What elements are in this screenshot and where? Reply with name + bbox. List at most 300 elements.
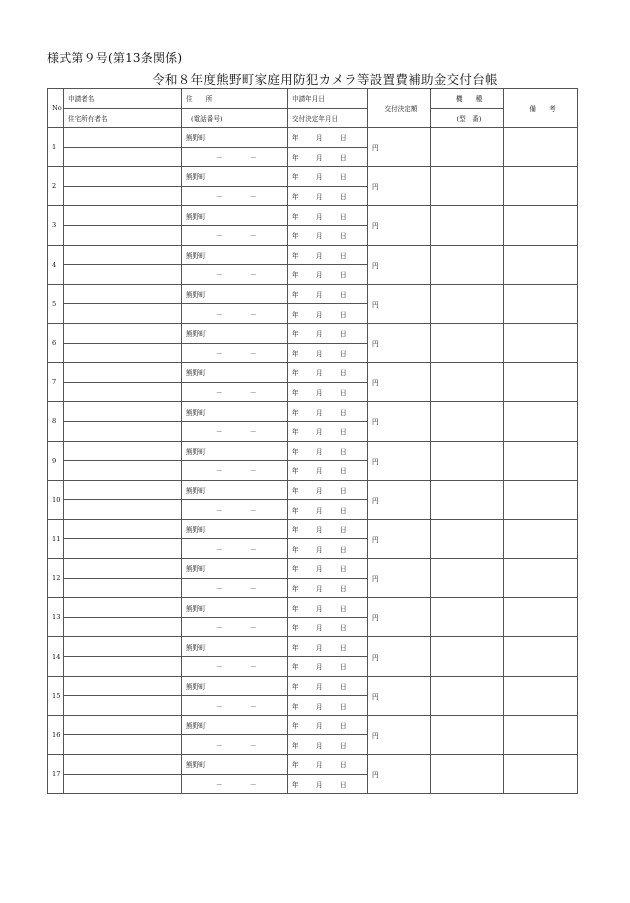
remarks-cell[interactable] (504, 559, 578, 598)
owner-name-cell[interactable] (64, 382, 182, 402)
row-number: 7 (48, 363, 64, 402)
apply-date-cell[interactable] (288, 206, 368, 226)
phone-dash: － (216, 506, 223, 515)
yen-label: 円 (372, 731, 379, 740)
day-label: 日 (340, 447, 347, 456)
model-cell[interactable] (431, 284, 504, 323)
remarks-cell[interactable] (504, 245, 578, 284)
year-label: 年 (292, 134, 299, 143)
day-label: 日 (340, 486, 347, 495)
month-label: 月 (316, 408, 323, 417)
model-cell[interactable] (431, 128, 504, 167)
grant-amount-cell[interactable] (368, 245, 431, 284)
address-cell[interactable] (182, 441, 288, 461)
phone-cell[interactable] (182, 147, 288, 167)
phone-dash: － (216, 428, 223, 437)
year-label: 年 (292, 604, 299, 613)
town-name: 熊野町 (186, 330, 206, 339)
phone-dash: － (216, 663, 223, 672)
remarks-cell[interactable] (504, 637, 578, 676)
phone-dash: － (216, 467, 223, 476)
phone-dash: － (250, 624, 257, 633)
applicant-name-cell[interactable] (64, 402, 182, 422)
grant-amount-cell[interactable] (368, 402, 431, 441)
apply-date-cell[interactable] (288, 598, 368, 618)
day-label: 日 (340, 369, 347, 378)
row-number: 15 (48, 676, 64, 715)
day-label: 日 (340, 545, 347, 554)
phone-dash: － (250, 780, 257, 789)
phone-dash: － (216, 193, 223, 202)
owner-name-cell[interactable] (64, 225, 182, 245)
row-number: 14 (48, 637, 64, 676)
town-name: 熊野町 (186, 682, 206, 691)
address-cell[interactable] (182, 519, 288, 539)
grant-amount-cell[interactable] (368, 480, 431, 519)
phone-cell[interactable] (182, 735, 288, 755)
grant-date-cell[interactable] (288, 304, 368, 324)
grant-amount-cell[interactable] (368, 637, 431, 676)
month-label: 月 (316, 153, 323, 162)
grant-amount-cell[interactable] (368, 167, 431, 206)
grant-amount-cell[interactable] (368, 323, 431, 362)
applicant-name-cell[interactable] (64, 323, 182, 343)
applicant-name-cell[interactable] (64, 559, 182, 579)
owner-name-cell[interactable] (64, 657, 182, 677)
day-label: 日 (340, 349, 347, 358)
day-label: 日 (340, 428, 347, 437)
header-grant-date: 交付決定年月日 (288, 108, 368, 128)
header-model: 機 種 (431, 89, 504, 109)
address-cell[interactable] (182, 402, 288, 422)
yen-label: 円 (372, 575, 379, 584)
grant-amount-cell[interactable] (368, 128, 431, 167)
model-cell[interactable] (431, 167, 504, 206)
day-label: 日 (340, 310, 347, 319)
phone-dash: － (250, 193, 257, 202)
header-apply-date: 申請年月日 (288, 89, 368, 109)
yen-label: 円 (372, 496, 379, 505)
month-label: 月 (316, 624, 323, 633)
month-label: 月 (316, 349, 323, 358)
applicant-name-cell[interactable] (64, 598, 182, 618)
day-label: 日 (340, 643, 347, 652)
grant-amount-cell[interactable] (368, 363, 431, 402)
apply-date-cell[interactable] (288, 402, 368, 422)
address-cell[interactable] (182, 676, 288, 696)
year-label: 年 (292, 467, 299, 476)
applicant-name-cell[interactable] (64, 363, 182, 383)
year-label: 年 (292, 428, 299, 437)
ledger-row (48, 323, 578, 343)
phone-cell[interactable] (182, 461, 288, 481)
month-label: 月 (316, 232, 323, 241)
model-cell[interactable] (431, 480, 504, 519)
year-label: 年 (292, 310, 299, 319)
apply-date-cell[interactable] (288, 480, 368, 500)
phone-cell[interactable] (182, 500, 288, 520)
remarks-cell[interactable] (504, 715, 578, 754)
yen-label: 円 (372, 340, 379, 349)
owner-name-cell[interactable] (64, 696, 182, 716)
model-cell[interactable] (431, 715, 504, 754)
town-name: 熊野町 (186, 486, 206, 495)
year-label: 年 (292, 741, 299, 750)
address-cell[interactable] (182, 559, 288, 579)
year-label: 年 (292, 193, 299, 202)
month-label: 月 (316, 526, 323, 535)
year-label: 年 (292, 526, 299, 535)
day-label: 日 (340, 741, 347, 750)
owner-name-cell[interactable] (64, 461, 182, 481)
town-name: 熊野町 (186, 604, 206, 613)
town-name: 熊野町 (186, 643, 206, 652)
owner-name-cell[interactable] (64, 539, 182, 559)
day-label: 日 (340, 506, 347, 515)
remarks-cell[interactable] (504, 206, 578, 245)
year-label: 年 (292, 682, 299, 691)
month-label: 月 (316, 134, 323, 143)
day-label: 日 (340, 624, 347, 633)
remarks-cell[interactable] (504, 519, 578, 558)
phone-dash: － (250, 232, 257, 241)
year-label: 年 (292, 389, 299, 398)
month-label: 月 (316, 584, 323, 593)
month-label: 月 (316, 212, 323, 221)
remarks-cell[interactable] (504, 167, 578, 206)
ledger-row (48, 637, 578, 657)
grant-amount-cell[interactable] (368, 598, 431, 637)
ledger-row (48, 245, 578, 265)
grant-amount-cell[interactable] (368, 284, 431, 323)
ledger-row (48, 206, 578, 226)
phone-cell[interactable] (182, 696, 288, 716)
remarks-cell[interactable] (504, 402, 578, 441)
yen-label: 円 (372, 418, 379, 427)
month-label: 月 (316, 663, 323, 672)
grant-amount-cell[interactable] (368, 676, 431, 715)
town-name: 熊野町 (186, 291, 206, 300)
row-number: 8 (48, 402, 64, 441)
month-label: 月 (316, 428, 323, 437)
year-label: 年 (292, 722, 299, 731)
yen-label: 円 (372, 653, 379, 662)
remarks-cell[interactable] (504, 755, 578, 794)
address-cell[interactable] (182, 323, 288, 343)
apply-date-cell[interactable] (288, 245, 368, 265)
owner-name-cell[interactable] (64, 578, 182, 598)
day-label: 日 (340, 330, 347, 339)
month-label: 月 (316, 369, 323, 378)
phone-cell[interactable] (182, 225, 288, 245)
day-label: 日 (340, 467, 347, 476)
grant-date-cell[interactable] (288, 735, 368, 755)
header-owner: 住宅所有者名 (64, 108, 182, 128)
phone-dash: － (250, 271, 257, 280)
phone-cell[interactable] (182, 539, 288, 559)
model-cell[interactable] (431, 598, 504, 637)
day-label: 日 (340, 761, 347, 770)
applicant-name-cell[interactable] (64, 167, 182, 187)
year-label: 年 (292, 271, 299, 280)
model-cell[interactable] (431, 363, 504, 402)
year-label: 年 (292, 545, 299, 554)
yen-label: 円 (372, 261, 379, 270)
yen-label: 円 (372, 183, 379, 192)
remarks-cell[interactable] (504, 128, 578, 167)
address-cell[interactable] (182, 715, 288, 735)
apply-date-cell[interactable] (288, 519, 368, 539)
yen-label: 円 (372, 535, 379, 544)
row-number: 4 (48, 245, 64, 284)
applicant-name-cell[interactable] (64, 284, 182, 304)
year-label: 年 (292, 643, 299, 652)
year-label: 年 (292, 663, 299, 672)
address-cell[interactable] (182, 284, 288, 304)
apply-date-cell[interactable] (288, 441, 368, 461)
year-label: 年 (292, 408, 299, 417)
ledger-row (48, 755, 578, 775)
applicant-name-cell[interactable] (64, 637, 182, 657)
grant-date-cell[interactable] (288, 617, 368, 637)
day-label: 日 (340, 780, 347, 789)
remarks-cell[interactable] (504, 363, 578, 402)
phone-dash: － (250, 663, 257, 672)
yen-label: 円 (372, 222, 379, 231)
year-label: 年 (292, 447, 299, 456)
grant-amount-cell[interactable] (368, 441, 431, 480)
yen-label: 円 (372, 457, 379, 466)
month-label: 月 (316, 780, 323, 789)
apply-date-cell[interactable] (288, 323, 368, 343)
address-cell[interactable] (182, 637, 288, 657)
phone-dash: － (216, 232, 223, 241)
address-cell[interactable] (182, 480, 288, 500)
owner-name-cell[interactable] (64, 421, 182, 441)
model-cell[interactable] (431, 755, 504, 794)
month-label: 月 (316, 565, 323, 574)
header-no: No (48, 89, 64, 128)
year-label: 年 (292, 291, 299, 300)
apply-date-cell[interactable] (288, 755, 368, 775)
applicant-name-cell[interactable] (64, 480, 182, 500)
phone-dash: － (216, 780, 223, 789)
model-cell[interactable] (431, 676, 504, 715)
remarks-cell[interactable] (504, 441, 578, 480)
grant-date-cell[interactable] (288, 421, 368, 441)
form-label: 様式第９号(第13条関係) (47, 51, 183, 65)
owner-name-cell[interactable] (64, 735, 182, 755)
grant-date-cell[interactable] (288, 657, 368, 677)
header-grant-amount: 交付決定額 (368, 89, 431, 128)
year-label: 年 (292, 212, 299, 221)
month-label: 月 (316, 702, 323, 711)
grant-ledger-table (47, 88, 578, 794)
grant-amount-cell[interactable] (368, 755, 431, 794)
ledger-row (48, 676, 578, 696)
yen-label: 円 (372, 614, 379, 623)
phone-cell[interactable] (182, 265, 288, 285)
year-label: 年 (292, 780, 299, 789)
apply-date-cell[interactable] (288, 715, 368, 735)
applicant-name-cell[interactable] (64, 755, 182, 775)
apply-date-cell[interactable] (288, 284, 368, 304)
grant-amount-cell[interactable] (368, 206, 431, 245)
header-phone: (電話番号) (182, 108, 288, 128)
grant-date-cell[interactable] (288, 343, 368, 363)
yen-label: 円 (372, 379, 379, 388)
applicant-name-cell[interactable] (64, 441, 182, 461)
owner-name-cell[interactable] (64, 343, 182, 363)
owner-name-cell[interactable] (64, 774, 182, 794)
grant-date-cell[interactable] (288, 225, 368, 245)
applicant-name-cell[interactable] (64, 676, 182, 696)
address-cell[interactable] (182, 206, 288, 226)
month-label: 月 (316, 682, 323, 691)
month-label: 月 (316, 271, 323, 280)
year-label: 年 (292, 330, 299, 339)
year-label: 年 (292, 369, 299, 378)
applicant-name-cell[interactable] (64, 245, 182, 265)
phone-cell[interactable] (182, 774, 288, 794)
apply-date-cell[interactable] (288, 637, 368, 657)
model-cell[interactable] (431, 441, 504, 480)
model-cell[interactable] (431, 519, 504, 558)
phone-cell[interactable] (182, 343, 288, 363)
grant-amount-cell[interactable] (368, 559, 431, 598)
ledger-row (48, 441, 578, 461)
town-name: 熊野町 (186, 134, 206, 143)
year-label: 年 (292, 584, 299, 593)
owner-name-cell[interactable] (64, 304, 182, 324)
owner-name-cell[interactable] (64, 500, 182, 520)
address-cell[interactable] (182, 245, 288, 265)
day-label: 日 (340, 251, 347, 260)
month-label: 月 (316, 506, 323, 515)
grant-date-cell[interactable] (288, 382, 368, 402)
grant-date-cell[interactable] (288, 774, 368, 794)
apply-date-cell[interactable] (288, 363, 368, 383)
month-label: 月 (316, 389, 323, 398)
day-label: 日 (340, 212, 347, 221)
phone-dash: － (250, 584, 257, 593)
applicant-name-cell[interactable] (64, 519, 182, 539)
grant-date-cell[interactable] (288, 461, 368, 481)
apply-date-cell[interactable] (288, 676, 368, 696)
month-label: 月 (316, 741, 323, 750)
row-number: 17 (48, 755, 64, 794)
remarks-cell[interactable] (504, 598, 578, 637)
model-cell[interactable] (431, 206, 504, 245)
year-label: 年 (292, 761, 299, 770)
grant-date-cell[interactable] (288, 539, 368, 559)
grant-date-cell[interactable] (288, 578, 368, 598)
day-label: 日 (340, 584, 347, 593)
ledger-row (48, 402, 578, 422)
owner-name-cell[interactable] (64, 265, 182, 285)
month-label: 月 (316, 722, 323, 731)
owner-name-cell[interactable] (64, 147, 182, 167)
ledger-row (48, 128, 578, 148)
row-number: 12 (48, 559, 64, 598)
phone-cell[interactable] (182, 421, 288, 441)
applicant-name-cell[interactable] (64, 715, 182, 735)
month-label: 月 (316, 447, 323, 456)
yen-label: 円 (372, 144, 379, 153)
day-label: 日 (340, 565, 347, 574)
grant-amount-cell[interactable] (368, 519, 431, 558)
remarks-cell[interactable] (504, 323, 578, 362)
phone-cell[interactable] (182, 578, 288, 598)
address-cell[interactable] (182, 167, 288, 187)
grant-date-cell[interactable] (288, 696, 368, 716)
header-address: 住 所 (182, 89, 288, 109)
remarks-cell[interactable] (504, 284, 578, 323)
header-applicant: 申請者名 (64, 89, 182, 109)
phone-cell[interactable] (182, 186, 288, 206)
phone-cell[interactable] (182, 617, 288, 637)
applicant-name-cell[interactable] (64, 206, 182, 226)
grant-amount-cell[interactable] (368, 715, 431, 754)
owner-name-cell[interactable] (64, 186, 182, 206)
owner-name-cell[interactable] (64, 617, 182, 637)
phone-cell[interactable] (182, 382, 288, 402)
model-cell[interactable] (431, 637, 504, 676)
month-label: 月 (316, 251, 323, 260)
ledger-row (48, 598, 578, 618)
address-cell[interactable] (182, 755, 288, 775)
address-cell[interactable] (182, 598, 288, 618)
phone-dash: － (250, 389, 257, 398)
apply-date-cell[interactable] (288, 167, 368, 187)
model-cell[interactable] (431, 402, 504, 441)
grant-date-cell[interactable] (288, 147, 368, 167)
model-cell[interactable] (431, 245, 504, 284)
town-name: 熊野町 (186, 761, 206, 770)
grant-date-cell[interactable] (288, 500, 368, 520)
phone-cell[interactable] (182, 304, 288, 324)
phone-cell[interactable] (182, 657, 288, 677)
phone-dash: － (250, 310, 257, 319)
header-row-1 (48, 89, 578, 109)
address-cell[interactable] (182, 128, 288, 148)
header-model-no: (型 番) (431, 108, 504, 128)
month-label: 月 (316, 643, 323, 652)
apply-date-cell[interactable] (288, 128, 368, 148)
row-number: 16 (48, 715, 64, 754)
model-cell[interactable] (431, 559, 504, 598)
year-label: 年 (292, 565, 299, 574)
month-label: 月 (316, 604, 323, 613)
grant-date-cell[interactable] (288, 186, 368, 206)
day-label: 日 (340, 291, 347, 300)
remarks-cell[interactable] (504, 480, 578, 519)
remarks-cell[interactable] (504, 676, 578, 715)
model-cell[interactable] (431, 323, 504, 362)
row-number: 1 (48, 128, 64, 167)
grant-date-cell[interactable] (288, 265, 368, 285)
row-number: 13 (48, 598, 64, 637)
day-label: 日 (340, 232, 347, 241)
town-name: 熊野町 (186, 408, 206, 417)
phone-dash: － (250, 467, 257, 476)
applicant-name-cell[interactable] (64, 128, 182, 148)
address-cell[interactable] (182, 363, 288, 383)
year-label: 年 (292, 506, 299, 515)
town-name: 熊野町 (186, 212, 206, 221)
month-label: 月 (316, 761, 323, 770)
apply-date-cell[interactable] (288, 559, 368, 579)
